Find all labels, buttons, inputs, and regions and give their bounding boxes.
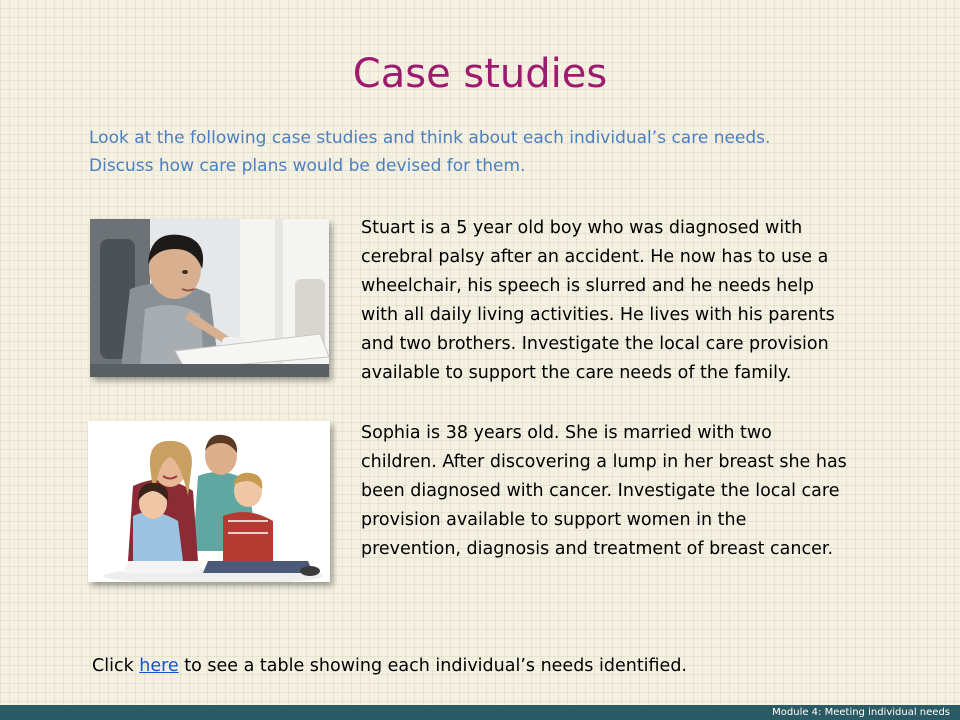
footer-bar: [0, 705, 960, 720]
intro-text: [89, 124, 909, 180]
case-line: available to support the care needs of the family.: [361, 363, 792, 383]
intro-line: Discuss how care plans would be devised for them.: [89, 156, 526, 176]
intro-line: Look at the following case studies and think about each individual’s care needs.: [89, 128, 771, 148]
photo-boy-wheelchair-illustration: [90, 219, 329, 377]
here-link[interactable]: here: [139, 656, 179, 676]
case-line: with all daily living activities. He lives with his parents: [361, 305, 835, 325]
case-study-stuart: [361, 214, 921, 388]
module-label: Module 4: Meeting individual needs: [772, 707, 950, 718]
table-link-sentence: [92, 652, 687, 680]
photo-boy-wheelchair: [90, 219, 329, 377]
link-suffix: to see a table showing each individual’s needs identified.: [178, 656, 687, 676]
case-line: Sophia is 38 years old. She is married with two: [361, 423, 772, 443]
case-line: children. After discovering a lump in her breast she has: [361, 452, 847, 472]
case-line: Stuart is a 5 year old boy who was diagnosed with: [361, 218, 803, 238]
photo-family-illustration: [88, 421, 330, 582]
case-line: been diagnosed with cancer. Investigate the local care: [361, 481, 840, 501]
case-study-sophia: [361, 419, 921, 564]
photo-family: [88, 421, 330, 582]
case-line: wheelchair, his speech is slurred and he needs help: [361, 276, 814, 296]
case-line: provision available to support women in the: [361, 510, 747, 530]
link-prefix: Click: [92, 656, 140, 676]
slide-title: Case studies: [352, 51, 608, 97]
case-line: and two brothers. Investigate the local care provision: [361, 334, 829, 354]
case-line: cerebral palsy after an accident. He now has to use a: [361, 247, 829, 267]
case-line: prevention, diagnosis and treatment of breast cancer.: [361, 539, 834, 559]
